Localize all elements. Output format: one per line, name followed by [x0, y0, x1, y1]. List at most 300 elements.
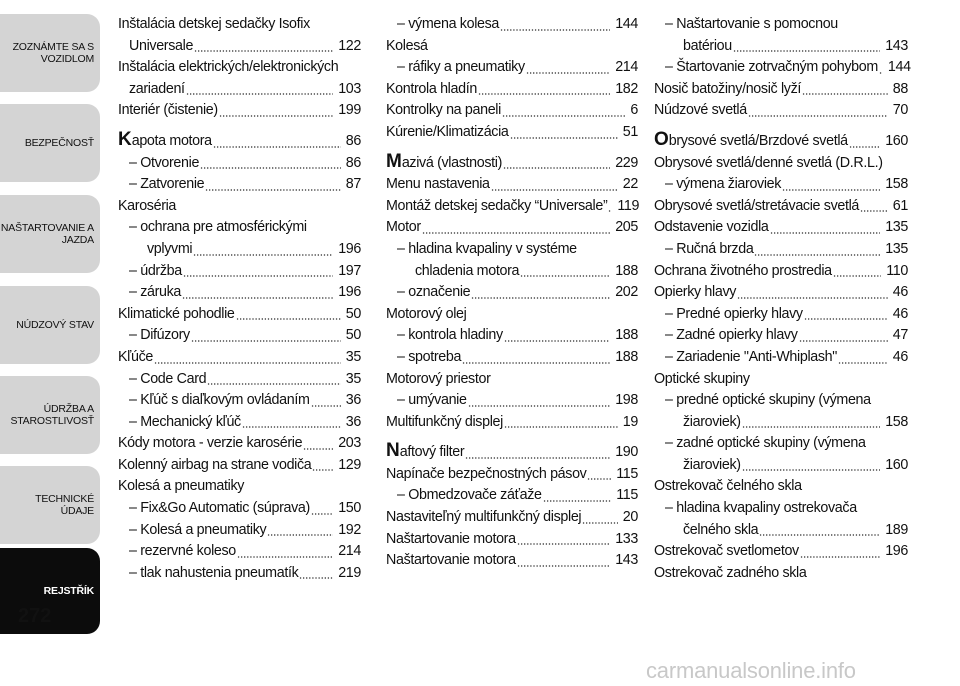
index-entry — [118, 455, 361, 477]
leader-dots — [759, 534, 880, 536]
leader-dots — [526, 72, 610, 74]
page-ref: 22 — [622, 176, 638, 193]
index-entry — [118, 153, 361, 175]
index-entry-label: – Kolesá a pneumatiky — [129, 521, 267, 538]
index-entry-text — [118, 347, 153, 369]
index-entry — [386, 196, 638, 218]
index-entry-label: Kľúče — [118, 348, 154, 365]
tab-bezpecnost[interactable]: BEZPEČNOSŤ — [0, 104, 100, 182]
index-entry-text — [386, 442, 464, 464]
leader-dots — [311, 405, 341, 407]
leader-dots — [737, 297, 888, 299]
index-entry-label: – Fix&Go Automatic (súprava) — [129, 500, 310, 517]
index-entry-multiline — [654, 498, 908, 541]
page-ref: 188 — [615, 327, 638, 344]
page-ref: 6 — [630, 102, 638, 119]
leader-dots — [194, 50, 333, 52]
index-entry-multiline — [654, 14, 908, 57]
page-ref: 196 — [885, 543, 908, 560]
index-entry-text — [665, 239, 753, 261]
index-entry-label: – Otvorenie — [129, 154, 200, 171]
page-ref: 50 — [345, 305, 361, 322]
index-entry-label: – Kľúč s diaľkovým ovládaním — [129, 392, 310, 409]
index-entry-multiline — [118, 217, 361, 260]
index-entry-text — [654, 261, 832, 283]
index-entry-label: aftový filter — [399, 444, 465, 461]
index-entry — [386, 412, 638, 434]
leader-dots — [500, 29, 610, 31]
section-initial: M — [386, 150, 402, 172]
index-heading: Obrysové svetlá/denné svetlá (D.R.L.) — [654, 154, 883, 171]
page-ref: 86 — [345, 132, 361, 149]
index-entry — [654, 239, 908, 261]
leader-dots — [517, 565, 611, 567]
page-ref: 197 — [338, 262, 361, 279]
index-entry — [118, 304, 361, 326]
section-initial: O — [654, 128, 669, 150]
page-ref: 110 — [886, 262, 908, 279]
index-entry-label: – Zadné opierky hlavy — [665, 327, 798, 344]
index-entry — [118, 498, 361, 520]
index-entry-label: – výmena žiaroviek — [665, 176, 782, 193]
page-ref: 35 — [345, 370, 361, 387]
page-ref: 158 — [885, 176, 908, 193]
index-entry — [386, 347, 638, 369]
index-entry-text — [397, 325, 503, 347]
index-entry-text — [654, 128, 848, 153]
page-ref: 150 — [338, 500, 361, 517]
page-ref: 133 — [615, 530, 638, 547]
leader-dots — [213, 146, 341, 148]
page-ref: 158 — [885, 413, 908, 430]
index-entry-label: – spotreba — [397, 348, 462, 365]
index-entry-text — [118, 128, 212, 153]
leader-dots — [193, 254, 333, 256]
index-entry-label: – umývanie — [397, 392, 467, 409]
index-entry-label: Interiér (čistenie) — [118, 102, 218, 119]
page-ref: 182 — [615, 80, 638, 97]
leader-dots — [770, 232, 881, 234]
leader-dots — [849, 146, 880, 148]
index-heading: Motorový olej — [386, 305, 467, 322]
index-entry-text: žiaroviek) — [683, 456, 741, 473]
tab-rejstrik[interactable]: REJSTŘÍK — [0, 548, 100, 634]
page-ref: 122 — [338, 37, 361, 54]
index-heading: Ostrekovač čelného skla — [654, 478, 802, 495]
index-entry-line-last — [118, 79, 361, 101]
index-entry — [654, 541, 908, 563]
index-entry-label: – Ručná brzda — [665, 240, 754, 257]
page-ref: 61 — [892, 197, 908, 214]
index-entry-text — [129, 390, 310, 412]
index-entry — [386, 122, 638, 144]
leader-dots — [299, 577, 333, 579]
index-entry-text — [386, 174, 490, 196]
index-entry-text — [118, 455, 311, 477]
index-entry-text — [654, 217, 769, 239]
index-entry-label: Napínače bezpečnostných pásov — [386, 465, 587, 482]
index-entry-text — [665, 325, 798, 347]
index-entry — [654, 79, 908, 101]
leader-dots — [748, 115, 888, 117]
index-entry-text: zariadení — [129, 80, 185, 97]
index-entry-text: vplyvmi — [147, 240, 193, 257]
page-ref: 87 — [345, 176, 361, 193]
index-entry — [386, 150, 638, 175]
index-entry-text — [665, 174, 781, 196]
index-entry-label: Nosič batožiny/nosič lyží — [654, 80, 801, 97]
index-entry-line: – zadné optické skupiny (výmena — [665, 435, 866, 452]
index-entry-label: – Code Card — [129, 370, 207, 387]
page-ref: 103 — [338, 80, 361, 97]
index-entry — [386, 282, 638, 304]
index-entry-text — [386, 529, 516, 551]
leader-dots — [312, 469, 333, 471]
index-entry-text — [129, 563, 298, 585]
index-entry-text — [386, 150, 502, 175]
page-ref: 119 — [617, 197, 640, 214]
index-entry-multiline — [654, 390, 908, 433]
leader-dots — [802, 93, 888, 95]
index-entry-text — [397, 57, 525, 79]
index-entry-text — [129, 282, 181, 304]
section-initial: K — [118, 128, 132, 150]
index-entry-text: chladenia motora — [415, 262, 520, 279]
index-entry-label: – údržba — [129, 262, 182, 279]
leader-dots — [236, 318, 341, 320]
index-entry-label: – výmena kolesa — [397, 16, 500, 32]
index-entry — [118, 541, 361, 563]
index-entry-label: – Predné opierky hlavy — [665, 305, 803, 322]
index-entry-label: – Zatvorenie — [129, 176, 205, 193]
index-entry-line-last — [129, 239, 361, 261]
index-entry-text — [129, 520, 266, 542]
index-entry-text — [665, 347, 837, 369]
page-ref: 188 — [615, 348, 638, 365]
index-entry-multiline — [118, 57, 361, 100]
index-entry-text — [397, 485, 542, 507]
page-ref: 214 — [338, 543, 361, 560]
index-entry-label: Klimatické pohodlie — [118, 305, 235, 322]
index-heading: Karoséria — [118, 197, 177, 214]
index-entry-line-last — [665, 520, 908, 542]
index-entry-label: Kódy motora - verzie karosérie — [118, 435, 303, 452]
index-entry — [386, 464, 638, 486]
index-entry-multiline — [654, 433, 908, 476]
leader-dots — [860, 210, 888, 212]
index-entry-line-last — [397, 261, 638, 283]
index-heading: Kolesá — [386, 37, 428, 54]
leader-dots — [465, 457, 610, 459]
index-entry-text — [129, 153, 199, 175]
page-ref: 46 — [892, 284, 908, 301]
index-entry-text: žiaroviek) — [683, 413, 741, 430]
leader-dots — [503, 167, 610, 169]
index-entry — [386, 550, 638, 572]
index-entry — [386, 217, 638, 239]
leader-dots — [879, 72, 883, 74]
page-ref: 36 — [345, 413, 361, 430]
index-entry — [118, 100, 361, 122]
page-ref: 47 — [892, 327, 908, 344]
index-entry-text — [397, 347, 461, 369]
leader-dots — [754, 254, 880, 256]
index-entry-text — [129, 541, 236, 563]
page-ref: 19 — [622, 413, 638, 430]
page-ref: 135 — [885, 219, 908, 236]
index-entry — [386, 390, 638, 412]
page-ref: 46 — [892, 348, 908, 365]
tab-udrzba-a-starostlivost[interactable]: ÚDRŽBA A STAROSTLIVOSŤ — [0, 376, 100, 454]
leader-dots — [422, 232, 610, 234]
index-entry — [654, 282, 908, 304]
index-entry-text — [386, 100, 501, 122]
index-entry — [386, 442, 638, 464]
index-entry-line-last — [665, 455, 908, 477]
index-entry-text — [386, 507, 581, 529]
index-entry — [118, 325, 361, 347]
index-entry — [118, 347, 361, 369]
index-entry — [118, 563, 361, 585]
index-entry-text — [129, 261, 182, 283]
index-entry-multiline — [386, 239, 638, 282]
index-entry-text — [654, 79, 801, 101]
index-entry-text — [386, 550, 516, 572]
index-entry — [118, 128, 361, 153]
index-entry-text — [386, 412, 503, 434]
page-ref: 190 — [615, 444, 638, 461]
page-ref: 70 — [892, 102, 908, 119]
index-heading: Ostrekovač zadného skla — [654, 564, 807, 581]
index-entry-label: – tlak nahustenia pneumatík — [129, 564, 299, 581]
index-entry-label: Montáž detskej sedačky “Universale” — [386, 197, 608, 214]
index-entry-line: – hladina kvapaliny v systéme — [397, 240, 577, 257]
leader-dots — [782, 189, 880, 191]
index-entry-text: čelného skla — [683, 521, 759, 538]
leader-dots — [478, 93, 610, 95]
index-entry — [118, 412, 361, 434]
index-entry — [654, 128, 908, 153]
index-entry-multiline — [118, 14, 361, 57]
index-entry — [118, 390, 361, 412]
page-ref: 160 — [885, 132, 908, 149]
page-ref: 35 — [345, 348, 361, 365]
index-entry-text — [397, 282, 470, 304]
index-entry — [118, 520, 361, 542]
index-entry-label: Nastaviteľný multifunkčný displej — [386, 509, 582, 526]
index-entry-text — [654, 541, 799, 563]
leader-dots — [219, 115, 333, 117]
leader-dots — [517, 543, 611, 545]
page-ref: 205 — [615, 219, 638, 236]
index-entry-line-last — [118, 36, 361, 58]
leader-dots — [205, 189, 341, 191]
index-entry-text — [129, 369, 206, 391]
section-initial: N — [386, 440, 400, 462]
leader-dots — [303, 448, 333, 450]
leader-dots — [502, 115, 625, 117]
index-entry-label: – rezervné koleso — [129, 543, 236, 560]
leader-dots — [838, 362, 888, 364]
leader-dots — [186, 93, 334, 95]
page-ref: 198 — [615, 392, 638, 409]
index-entry — [654, 57, 911, 79]
page-ref: 229 — [615, 154, 638, 171]
index-entry — [654, 347, 908, 369]
page-ref: 115 — [616, 465, 638, 482]
leader-dots — [799, 340, 888, 342]
index-entry-line: Inštalácia detskej sedačky Isofix — [118, 16, 310, 32]
index-entry-label: Ochrana životného prostredia — [654, 262, 832, 279]
index-entry — [118, 282, 361, 304]
leader-dots — [504, 426, 618, 428]
leader-dots — [468, 405, 611, 407]
index-entry-label: – Obmedzovače záťaže — [397, 487, 542, 504]
index-entry — [386, 507, 638, 529]
index-entry-label: Obrysové svetlá/stretávacie svetlá — [654, 197, 860, 214]
index-entry — [386, 485, 638, 507]
index-entry-text — [386, 217, 421, 239]
page-ref: 144 — [615, 16, 638, 32]
index-entry — [654, 261, 908, 283]
index-entry — [386, 14, 638, 36]
index-entry — [386, 529, 638, 551]
index-entry-line: – Naštartovanie s pomocnou — [665, 16, 838, 32]
index-entry — [654, 100, 908, 122]
chapter-sidebar — [0, 0, 101, 640]
index-column-3 — [654, 14, 911, 584]
index-entry-label: Ostrekovač svetlometov — [654, 543, 799, 560]
index-entry-label: Kontrola hladín — [386, 80, 477, 97]
leader-dots — [237, 556, 333, 558]
index-heading: Motorový priestor — [386, 370, 491, 387]
index-entry — [118, 369, 361, 391]
watermark: carmanualsonline.info — [646, 658, 856, 683]
page-ref: 46 — [892, 305, 908, 322]
page-ref: 51 — [622, 123, 638, 140]
leader-dots — [800, 556, 880, 558]
index-entry — [386, 325, 638, 347]
page-ref: 115 — [616, 487, 638, 504]
page-ref: 135 — [885, 240, 908, 257]
index-entry-label: – Zariadenie "Anti-Whiplash" — [665, 348, 837, 365]
index-entry-text — [118, 304, 235, 326]
leader-dots — [742, 469, 881, 471]
index-entry — [654, 325, 908, 347]
index-entry-text — [654, 282, 736, 304]
page-ref: 188 — [615, 262, 638, 279]
index-entry-text — [665, 57, 878, 79]
page-ref: 203 — [338, 435, 361, 452]
page-ref: 202 — [615, 284, 638, 301]
index-entry-label: Odstavenie vozidla — [654, 219, 769, 236]
index-entry-label: Motor — [386, 219, 421, 236]
index-entry-text — [386, 122, 509, 144]
page-ref: 196 — [338, 284, 361, 301]
leader-dots — [733, 50, 880, 52]
index-entry — [654, 174, 908, 196]
index-entry-text — [129, 412, 241, 434]
leader-dots — [804, 318, 888, 320]
tab-nudzovy-stav[interactable]: NÚDZOVÝ STAV — [0, 286, 100, 364]
leader-dots — [582, 522, 618, 524]
index-entry-text — [386, 79, 477, 101]
leader-dots — [200, 167, 341, 169]
index-entry-label: – Mechanický kľúč — [129, 413, 241, 430]
index-entry-line: – predné optické skupiny (výmena — [665, 392, 871, 409]
index-entry-label: Kolenný airbag na strane vodiča — [118, 456, 312, 473]
leader-dots — [587, 478, 611, 480]
leader-dots — [543, 500, 612, 502]
index-entry-line: Inštalácia elektrických/elektronických — [118, 59, 339, 76]
index-entry-text — [386, 464, 586, 486]
page-ref: 144 — [887, 59, 911, 76]
index-entry-text — [386, 196, 607, 218]
page-ref: 20 — [622, 509, 638, 526]
leader-dots — [491, 189, 618, 191]
page-ref: 196 — [338, 240, 361, 257]
leader-dots — [191, 340, 341, 342]
index-entry — [386, 79, 638, 101]
page-ref: 219 — [338, 564, 361, 581]
index-entry-text — [397, 14, 499, 36]
page-ref: 160 — [885, 456, 908, 473]
index-entry-line: – hladina kvapaliny ostrekovača — [665, 500, 857, 517]
index-entry-label: azivá (vlastnosti) — [401, 154, 502, 171]
index-column-1 — [118, 14, 361, 584]
index-entry — [118, 261, 361, 283]
index-entry-label: – Difúzory — [129, 327, 190, 344]
leader-dots — [742, 426, 881, 428]
tab-nastartovanie-a-jazda[interactable]: NAŠTARTOVANIE A JAZDA — [0, 195, 100, 273]
page-ref: 143 — [615, 552, 638, 569]
page-ref: 88 — [892, 80, 908, 97]
index-entry — [654, 304, 908, 326]
index-entry-line-last — [665, 412, 908, 434]
leader-dots — [182, 297, 333, 299]
index-entry-label: – Štartovanie zotrvačným pohybom — [665, 59, 878, 76]
page-ref: 36 — [345, 392, 361, 409]
index-entry — [118, 433, 361, 455]
leader-dots — [510, 137, 618, 139]
index-entry-label: Multifunkčný displej — [386, 413, 503, 430]
index-entry-label: Kúrenie/Klimatizácia — [386, 123, 509, 140]
page-ref: 189 — [885, 521, 908, 538]
page-ref: 192 — [338, 521, 361, 538]
page-ref: 50 — [345, 327, 361, 344]
index-entry-text: batériou — [683, 37, 732, 54]
index-entry-label: Opierky hlavy — [654, 284, 737, 301]
index-entry — [118, 174, 361, 196]
index-entry-label: Menu nastavenia — [386, 176, 490, 193]
index-entry — [386, 174, 638, 196]
index-entry-text — [397, 390, 467, 412]
leader-dots — [504, 340, 610, 342]
page-ref: 129 — [338, 456, 361, 473]
index-entry-label: – ráfiky a pneumatiky — [397, 59, 525, 76]
tab-zoznamte-sa-s-vozidlom[interactable]: ZOZNÁMTE SA S VOZIDLOM — [0, 14, 100, 92]
leader-dots — [242, 426, 341, 428]
leader-dots — [311, 513, 333, 515]
leader-dots — [520, 275, 610, 277]
leader-dots — [608, 210, 612, 212]
tab-technicke-udaje[interactable]: TECHNICKÉ ÚDAJE — [0, 466, 100, 544]
index-entry-label: brysové svetlá/Brzdové svetlá — [668, 132, 848, 149]
index-entry-line-last — [665, 36, 908, 58]
index-entry-text — [129, 498, 310, 520]
index-column-2 — [386, 14, 638, 572]
index-entry-label: Kontrolky na paneli — [386, 102, 501, 119]
